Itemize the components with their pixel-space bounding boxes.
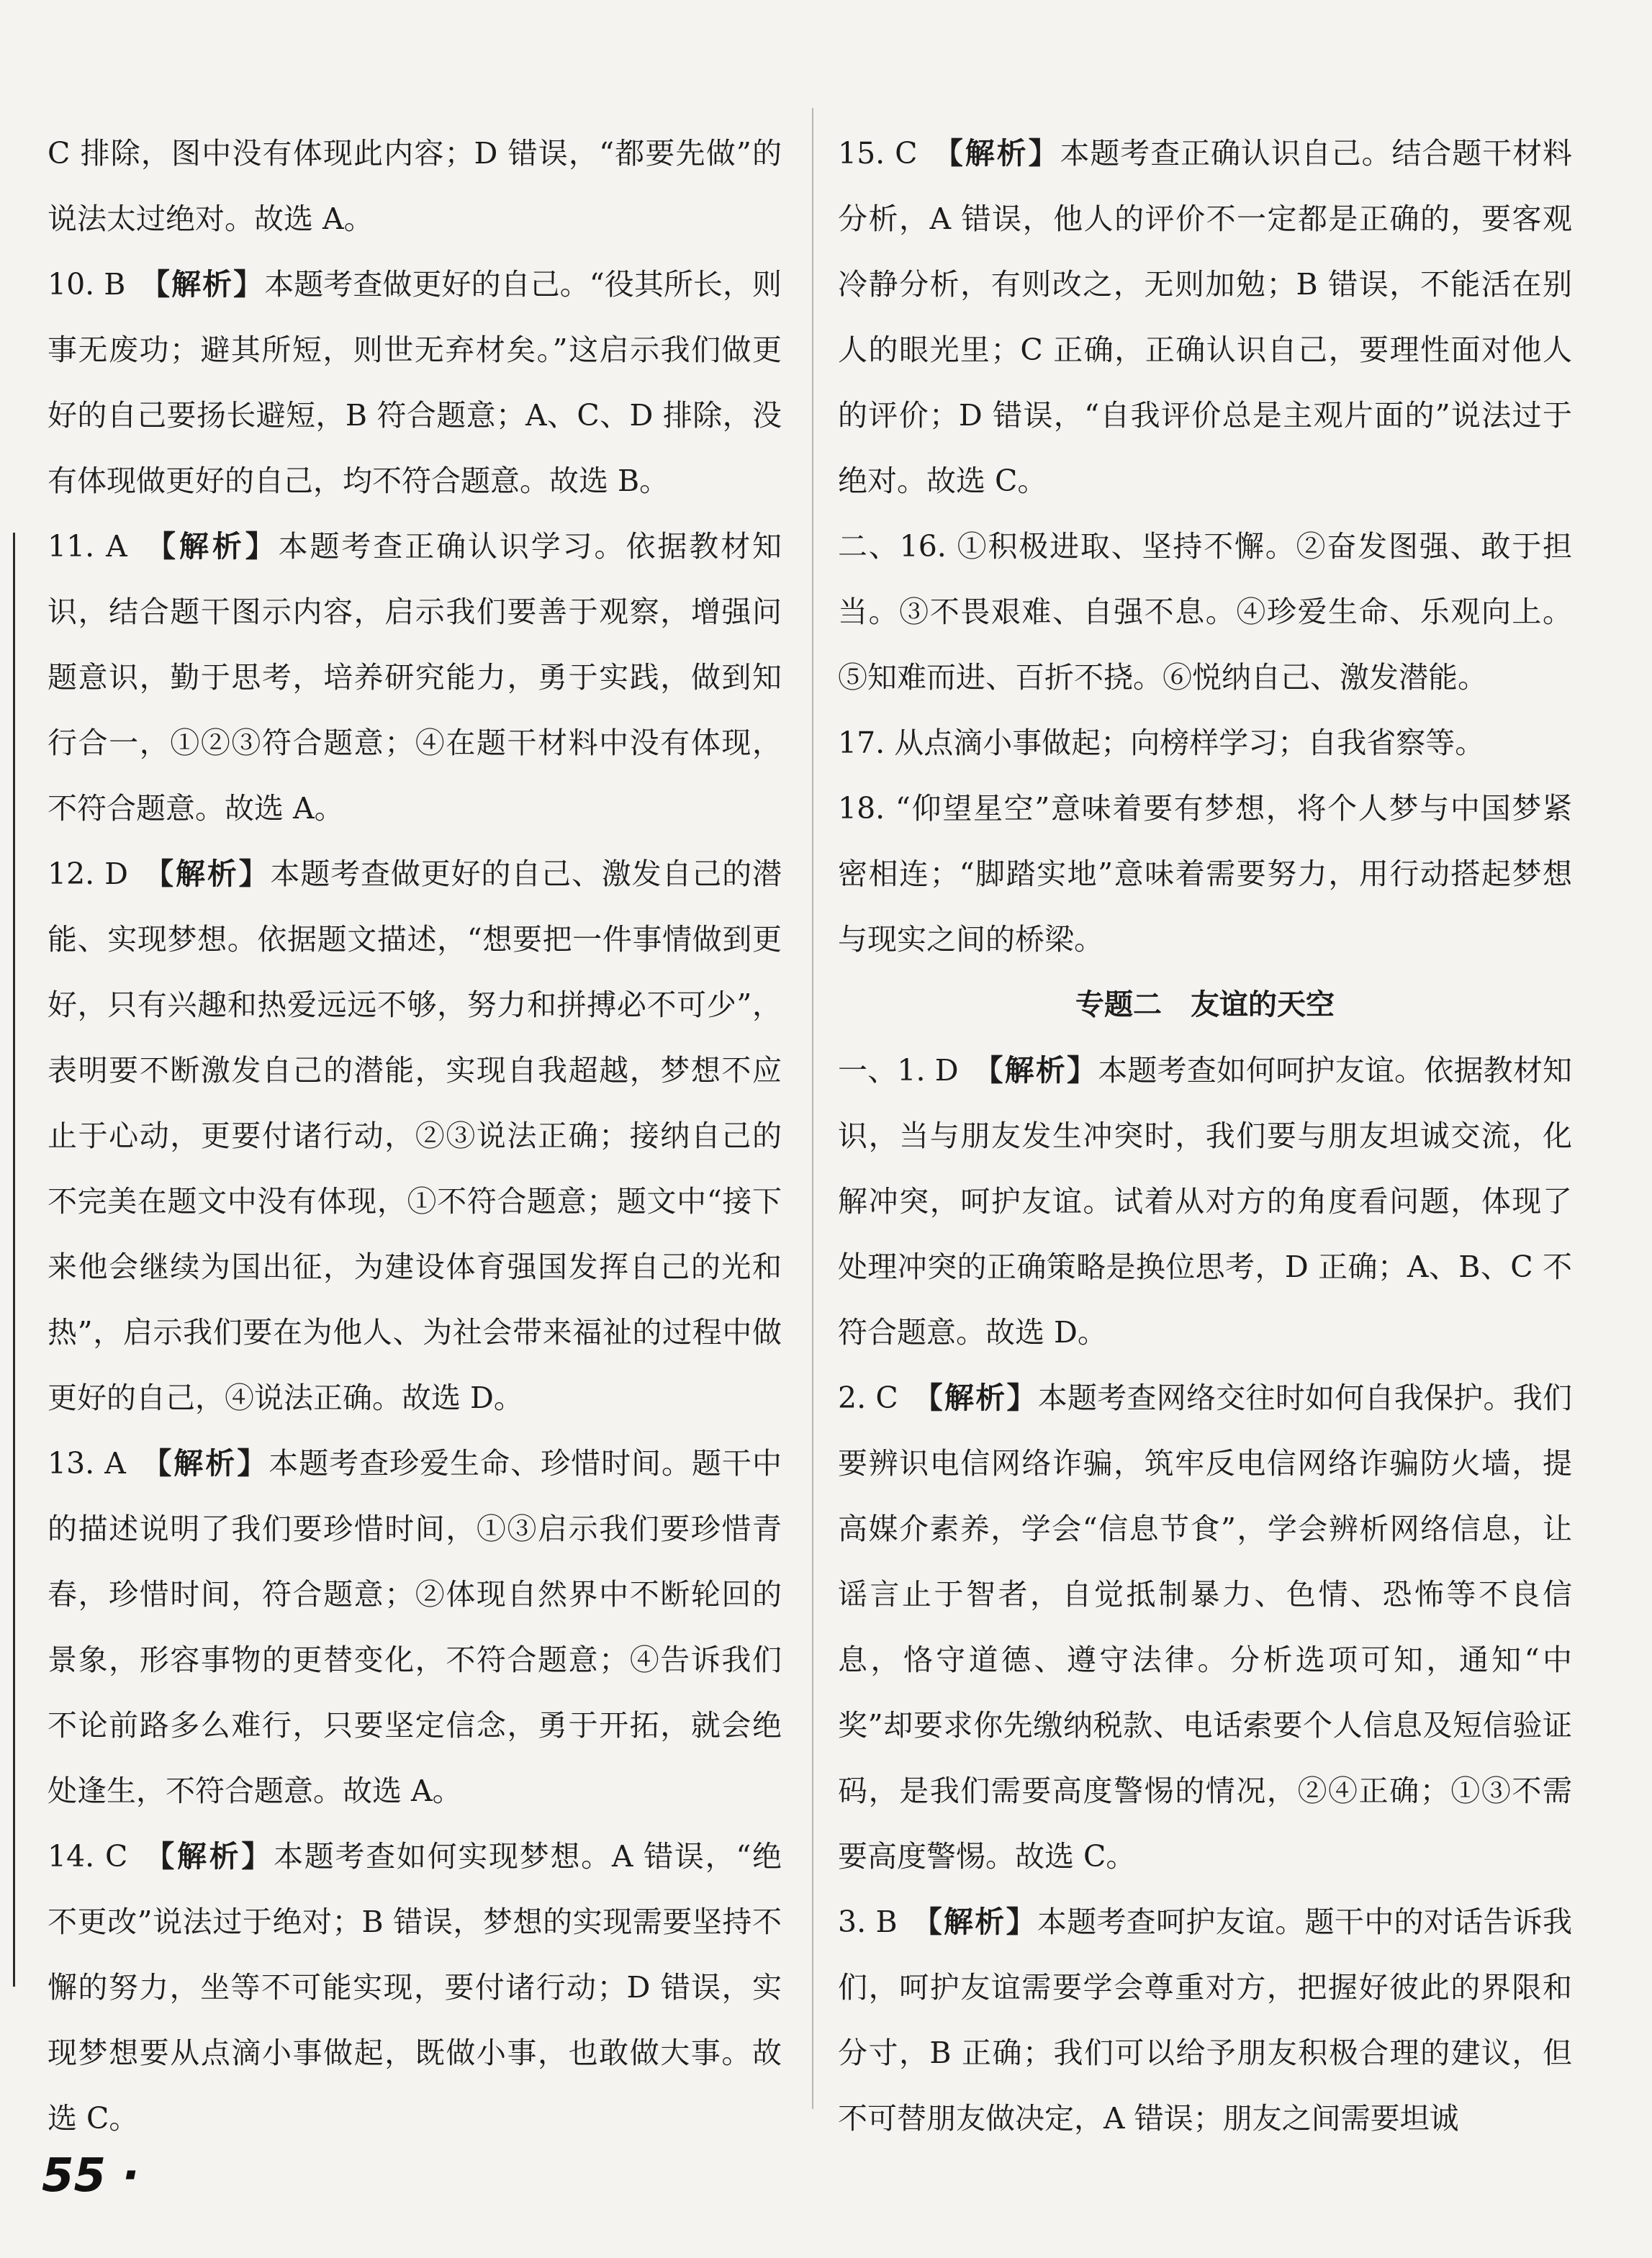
analysis-tag: 【解析】	[927, 1905, 1037, 1939]
analysis-tag: 【解析】	[988, 1053, 1098, 1088]
answer-paragraph: 18. “仰望星空”意味着要有梦想，将个人梦与中国梦紧密相连；“脚踏实地”意味着需要努力，用行动搭起梦想与现实之间的桥梁。	[838, 791, 1572, 957]
analysis-text: 本题考查如何实现梦想。A 错误，“绝不更改”说法过于绝对；B 错误，梦想的实现需要坚持不懈的努力，坐等不可能实现，要付诸行动；D 错误，实现梦想要从点滴小事做起，既做小事，也敢做大事。故选 C。	[48, 1839, 782, 2136]
left-column	[48, 121, 782, 2151]
answer-paragraph	[838, 121, 1572, 514]
answer-paragraph	[838, 1365, 1572, 1889]
analysis-text: 本题考查珍爱生命、珍惜时间。题干中的描述说明了我们要珍惜时间，①③启示我们要珍惜青春，珍惜时间，符合题意；②体现自然界中不断轮回的景象，形容事物的更替变化，不符合题意；④告诉我们不论前路多么难行，只要坚定信念，勇于开拓，就会绝处逢生，不符合题意。故选 A。	[48, 1446, 782, 1808]
answer-paragraph	[48, 252, 782, 514]
section-title: 专题二 友谊的天空	[1075, 988, 1335, 1021]
analysis-text: 本题考查正确认识自己。结合题干材料分析，A 错误，他人的评价不一定都是正确的，要客观冷静分析，有则改之，无则加勉；B 错误，不能活在别人的眼光里；C 正确，正确认识自己，要理性面对他人的评价；D 错误，“自我评价总是主观片面的”说法过于绝对。故选 C。	[838, 136, 1573, 498]
question-number: 3. B	[838, 1905, 898, 1939]
analysis-text: 本题考查网络交往时如何自我保护。我们要辨识电信网络诈骗，筑牢反电信网络诈骗防火墙，提高媒介素养，学会“信息节食”，学会辨析网络信息，让谣言止于智者，自觉抵制暴力、色情、恐怖等不良信息，恪守道德、遵守法律。分析选项可知，通知“中奖”却要求你先缴纳税款、电话索要个人信息及短信验证码，是我们需要高度警惕的情况，②④正确；①③不需要高度警惕。故选 C。	[838, 1381, 1573, 1874]
analysis-text: 本题考查正确认识学习。依据教材知识，结合题干图示内容，启示我们要善于观察，增强问题意识，勤于思考，培养研究能力，勇于实践，做到知行合一，①②③符合题意；④在题干材料中没有体现，不符合题意。故选 A。	[48, 529, 782, 826]
analysis-tag: 【解析】	[928, 1381, 1038, 1415]
question-number: 15. C	[838, 136, 918, 171]
page-number: 55 ·	[42, 2149, 140, 2203]
answer-paragraph: 二、16. ①积极进取、坚持不懈。②奋发图强、敢于担当。③不畏艰难、自强不息。④珍爱生命、乐观向上。⑤知难而进、百折不挠。⑥悦纳自己、激发潜能。	[838, 529, 1572, 695]
analysis-text: 本题考查做更好的自己。“役其所长，则事无废功；避其所短，则世无弃材矣。”这启示我们做更好的自己要扬长避短，B 符合题意；A、C、D 排除，没有体现做更好的自己，均不符合题意。故选 B。	[48, 267, 782, 498]
answer-paragraph	[48, 1824, 782, 2151]
answer-paragraph: C 排除，图中没有体现此内容；D 错误，“都要先做”的说法太过绝对。故选 A。	[48, 136, 782, 236]
analysis-tag: 【解析】	[155, 267, 265, 302]
analysis-tag: 【解析】	[158, 857, 271, 891]
question-number: 11. A	[48, 529, 127, 564]
analysis-text: 本题考查呵护友谊。题干中的对话告诉我们，呵护友谊需要学会尊重对方，把握好彼此的界限和分寸，B 正确；我们可以给予朋友积极合理的建议，但不可替朋友做决定，A 错误；朋友之间需要坦诚	[838, 1905, 1573, 2136]
answer-paragraph	[48, 514, 782, 841]
question-number: 12. D	[48, 857, 128, 891]
answer-paragraph	[48, 1431, 782, 1824]
analysis-text: 本题考查做更好的自己、激发自己的潜能、实现梦想。依据题文描述，“想要把一件事情做到更好，只有兴趣和热爱远远不够，努力和拼搏必不可少”，表明要不断激发自己的潜能，实现自我超越，梦想不应止于心动，更要付诸行动，②③说法正确；接纳自己的不完美在题文中没有体现，①不符合题意；题文中“接下来他会继续为国出征，为建设体育强国发挥自己的光和热”，启示我们要在为他人、为社会带来福祉的过程中做更好的自己，④说法正确。故选 D。	[48, 857, 782, 1415]
answer-paragraph	[838, 1889, 1572, 2151]
analysis-tag: 【解析】	[159, 1839, 274, 1874]
question-number: 10. B	[48, 267, 126, 302]
answer-paragraph	[48, 841, 782, 1431]
question-number: 一、1. D	[838, 1053, 959, 1088]
analysis-tag: 【解析】	[156, 1446, 269, 1481]
margin-rule	[13, 533, 15, 1987]
question-number: 13. A	[48, 1446, 126, 1481]
analysis-tag: 【解析】	[161, 529, 279, 564]
right-column	[838, 121, 1572, 2151]
question-number: 14. C	[48, 1839, 128, 1874]
answer-paragraph: 17. 从点滴小事做起；向榜样学习；自我省察等。	[838, 726, 1485, 760]
column-divider	[812, 108, 813, 2109]
analysis-tag: 【解析】	[948, 136, 1060, 171]
question-number: 2. C	[838, 1381, 898, 1415]
analysis-text: 本题考查如何呵护友谊。依据教材知识，当与朋友发生冲突时，我们要与朋友坦诚交流，化解冲突，呵护友谊。试着从对方的角度看问题，体现了处理冲突的正确策略是换位思考，D 正确；A、B、C 不符合题意。故选 D。	[838, 1053, 1573, 1350]
answer-paragraph	[838, 1038, 1572, 1365]
